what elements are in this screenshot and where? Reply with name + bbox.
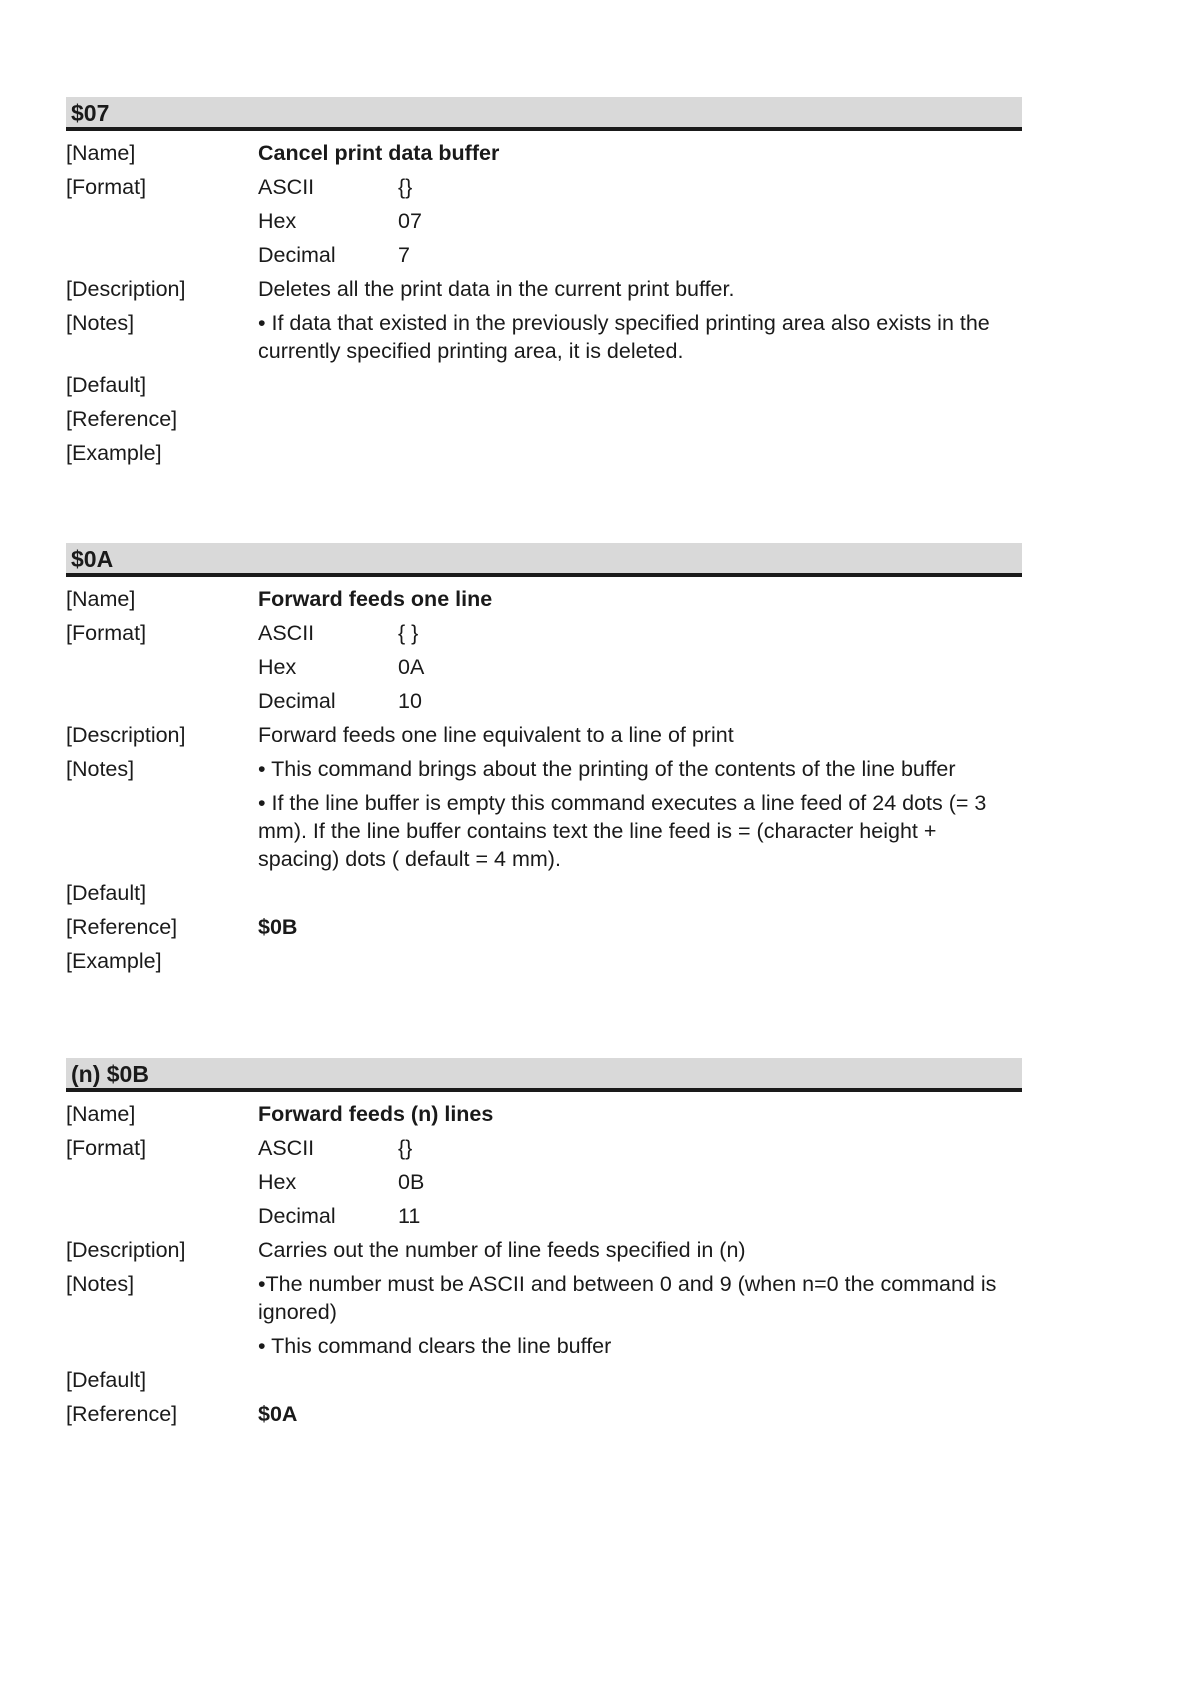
command-section-07	[66, 97, 1022, 473]
decimal-value: 10	[398, 689, 422, 713]
format-decimal-row	[66, 1202, 1022, 1236]
name-label: [Name]	[66, 141, 136, 165]
format-ascii-row	[66, 1134, 1022, 1168]
description-label: [Description]	[66, 1238, 186, 1262]
default-row	[66, 879, 1022, 913]
note-item: • If the line buffer is empty this command executes a line feed of 24 dots (= 3 mm). If the line buffer contains text the line feed is = (character height + spacing) dots ( default = 4 mm).	[258, 791, 987, 871]
ascii-key: ASCII	[258, 621, 315, 645]
example-row	[66, 439, 1022, 473]
reference-label: [Reference]	[66, 915, 178, 939]
name-row	[66, 139, 1022, 173]
name-label: [Name]	[66, 1102, 136, 1126]
decimal-value: 11	[398, 1204, 421, 1228]
default-row	[66, 371, 1022, 405]
hex-value: 0B	[398, 1170, 425, 1194]
reference-row	[66, 405, 1022, 439]
notes-label: [Notes]	[66, 311, 135, 335]
command-section-0b	[66, 1058, 1022, 1434]
notes-label: [Notes]	[66, 757, 135, 781]
ascii-value: {}	[398, 1136, 413, 1160]
notes-label: [Notes]	[66, 1272, 135, 1296]
description-text: Deletes all the print data in the current print buffer.	[258, 277, 735, 301]
ascii-value: { }	[398, 621, 419, 645]
default-label: [Default]	[66, 1368, 147, 1392]
section-header: $0A	[66, 543, 1022, 577]
description-label: [Description]	[66, 723, 186, 747]
decimal-key: Decimal	[258, 689, 336, 713]
reference-value: $0A	[258, 1402, 298, 1426]
description-text: Forward feeds one line equivalent to a line of print	[258, 723, 734, 747]
format-decimal-row	[66, 241, 1022, 275]
example-row	[66, 947, 1022, 981]
reference-row	[66, 1400, 1022, 1434]
format-label: [Format]	[66, 175, 147, 199]
notes-row	[66, 755, 1022, 879]
format-ascii-row	[66, 173, 1022, 207]
format-label: [Format]	[66, 1136, 147, 1160]
note-item: • This command clears the line buffer	[258, 1334, 612, 1358]
example-label: [Example]	[66, 441, 162, 465]
format-ascii-row	[66, 619, 1022, 653]
reference-label: [Reference]	[66, 1402, 178, 1426]
hex-key: Hex	[258, 209, 297, 233]
format-hex-row	[66, 1168, 1022, 1202]
ascii-key: ASCII	[258, 1136, 315, 1160]
default-value	[258, 1366, 1022, 1394]
section-header: (n) $0B	[66, 1058, 1022, 1092]
default-value	[258, 371, 1022, 399]
command-name: Forward feeds (n) lines	[258, 1102, 494, 1126]
description-row	[66, 1236, 1022, 1270]
default-label: [Default]	[66, 881, 147, 905]
default-value	[258, 879, 1022, 907]
default-row	[66, 1366, 1022, 1400]
hex-value: 07	[398, 209, 422, 233]
reference-label: [Reference]	[66, 407, 178, 431]
format-hex-row	[66, 207, 1022, 241]
section-header: $07	[66, 97, 1022, 131]
note-item: •The number must be ASCII and between 0 and 9 (when n=0 the command is ignored)	[258, 1272, 997, 1324]
reference-value	[258, 405, 1022, 433]
notes-row	[66, 1270, 1022, 1366]
example-label: [Example]	[66, 949, 162, 973]
command-name: Forward feeds one line	[258, 587, 493, 611]
command-section-0a	[66, 543, 1022, 981]
name-row	[66, 1100, 1022, 1134]
decimal-key: Decimal	[258, 1204, 336, 1228]
description-label: [Description]	[66, 277, 186, 301]
format-hex-row	[66, 653, 1022, 687]
decimal-value: 7	[398, 243, 410, 267]
notes-row	[66, 309, 1022, 371]
ascii-value: {}	[398, 175, 413, 199]
reference-row	[66, 913, 1022, 947]
ascii-key: ASCII	[258, 175, 315, 199]
reference-value: $0B	[258, 915, 298, 939]
description-text: Carries out the number of line feeds specified in (n)	[258, 1238, 746, 1262]
description-row	[66, 721, 1022, 755]
hex-key: Hex	[258, 655, 297, 679]
format-decimal-row	[66, 687, 1022, 721]
decimal-key: Decimal	[258, 243, 336, 267]
note-item: • This command brings about the printing of the contents of the line buffer	[258, 757, 956, 781]
default-label: [Default]	[66, 373, 147, 397]
name-label: [Name]	[66, 587, 136, 611]
name-row	[66, 585, 1022, 619]
hex-key: Hex	[258, 1170, 297, 1194]
format-label: [Format]	[66, 621, 147, 645]
command-name: Cancel print data buffer	[258, 141, 500, 165]
description-row	[66, 275, 1022, 309]
hex-value: 0A	[398, 655, 425, 679]
note-item: • If data that existed in the previously specified printing area also exists in the currently specified printing area, it is deleted.	[258, 311, 990, 363]
